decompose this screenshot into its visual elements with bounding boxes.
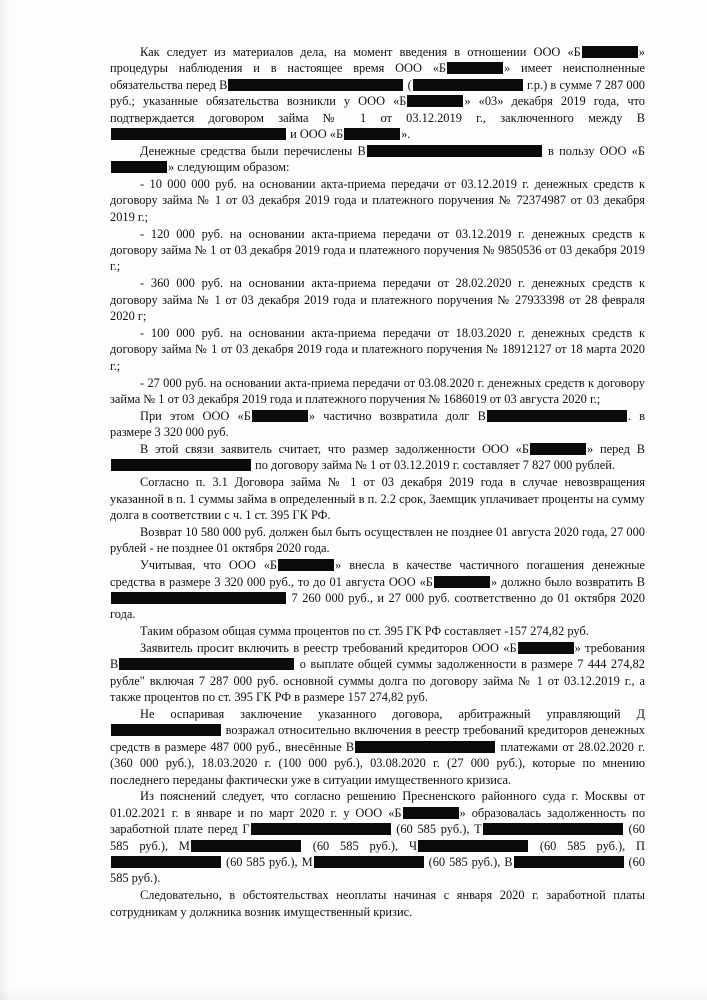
redaction-bar bbox=[418, 840, 528, 852]
redaction-bar bbox=[111, 161, 167, 173]
redaction-bar bbox=[355, 741, 495, 753]
redaction-bar bbox=[191, 840, 301, 852]
document-paragraph: - 100 000 руб. на основании акта-приема передачи от 18.03.2020 г. денежных средств к договору займа № 1 от 03 декабря 2019 года и платежного поручения № 18912127 от 18 марта 2020 г.; bbox=[110, 325, 645, 373]
scan-edge-bottom bbox=[0, 988, 707, 1000]
document-paragraph: Возврат 10 580 000 руб. должен был быть осуществлен не позднее 01 августа 2020 года, 27 000 рублей - не позднее 01 октября 2020 года. bbox=[110, 524, 645, 556]
document-paragraph: Заявитель просит включить в реестр требований кредиторов ООО «Б » требования В о выплате общей суммы задолженности в размере 7 444 274,82 рубле" включая 7 287 000 руб. основной суммы долга по договору займа № 1 от 03.12.2019 г., а также процентов по ст. 395 ГК РФ в размере 157 274,82 руб. bbox=[110, 641, 646, 705]
redaction-bar bbox=[434, 576, 490, 588]
scan-edge-left bbox=[0, 0, 10, 1000]
document-text-body bbox=[110, 44, 645, 920]
redaction-bar bbox=[228, 79, 403, 91]
document-paragraph: Следовательно, в обстоятельствах неоплаты начиная с января 2020 г. заработной платы сотрудникам у должника возник имущественный кризис. bbox=[110, 888, 645, 919]
redaction-bar bbox=[111, 724, 221, 736]
document-paragraph: Из пояснений следует, что согласно решению Пресненского районного суда г. Москвы от 01.02.2021 г. в январе и по март 2020 г. у ООО «Б » образовалась задолженность по заработной плате перед Г (60 585 руб.), Т (60 585 руб.), М (60 585 руб.), Ч (60 585 руб.), П (60 585 руб.), М (60 585 руб.), В (60 585 руб.). bbox=[110, 789, 646, 886]
document-paragraph: Таким образом общая сумма процентов по ст. 395 ГК РФ составляет -157 274,82 руб. bbox=[140, 624, 589, 639]
document-paragraph: - 27 000 руб. на основании акта-приема передачи от 03.08.2020 г. денежных средств к договору займа № 1 от 03 декабря 2019 года и платежного поручения № 1686019 от 03 августа 2020 г.; bbox=[110, 375, 645, 406]
redaction-bar bbox=[487, 410, 627, 422]
redaction-bar bbox=[111, 459, 251, 471]
document-paragraph: - 10 000 000 руб. на основании акта-приема передачи от 03.12.2019 г. денежных средств к договору займа № 1 от 03 декабря 2019 года и платежного поручения № 72374987 от 03 декабря 2019 г.; bbox=[110, 177, 645, 224]
document-paragraph: - 120 000 руб. на основании акта-приема передачи от 03.12.2019 г. денежных средств к договору займа № 1 от 03 декабря 2019 года и платежного поручения № 9850536 от 03 декабря 2019 г.; bbox=[110, 226, 645, 274]
redaction-bar bbox=[314, 856, 424, 868]
redaction-bar bbox=[119, 658, 294, 670]
document-paragraph: Не оспаривая заключение указанного договора, арбитражный управляющий Д возражал относительно включения в реестр требований кредиторов денежных средств в размере 487 000 руб., внесённые В платежами от 28.02.2020 г. (360 000 руб.), 18.03.2020 г. (100 000 руб.), 03.08.2020 г. (27 000 руб.), которые по мнению последнего переданы фактически уже в ситуации имущественного кризиса. bbox=[110, 707, 645, 787]
document-paragraph: В этой связи заявитель считает, что размер задолженности ООО «Б » перед В по договору займа № 1 от 03.12.2019 г. составляет 7 827 000 рублей. bbox=[110, 441, 645, 474]
redaction-bar bbox=[413, 79, 523, 91]
redaction-bar bbox=[251, 823, 391, 835]
redaction-bar bbox=[344, 128, 400, 140]
redaction-bar bbox=[514, 856, 624, 868]
redaction-bar bbox=[530, 443, 586, 455]
document-paragraph: Как следует из материалов дела, на момент введения в отношении ООО «Б » процедуры наблюдения и в настоящее время ООО «Б » имеет неисполненные обязательства перед В ( г.р.) в сумме 7 287 000 руб.; указанные обязательства возникли у ООО «Б » «03» декабря 2019 года, что подтверждается договором займа № 1 от 03.12.2019 г., заключенного между В и ООО «Б ». bbox=[110, 45, 645, 141]
redaction-bar bbox=[407, 95, 463, 107]
document-paragraph: Учитывая, что ООО «Б » внесла в качестве частичного погашения денежные средства в размере 3 320 000 руб., то до 01 августа ООО «Б » должно было возвратить В 7 260 000 руб., и 27 000 руб. соответственно до 01 октября 2020 года. bbox=[110, 558, 645, 622]
redaction-bar bbox=[582, 46, 638, 58]
redaction-bar bbox=[518, 642, 574, 654]
redaction-bar bbox=[111, 856, 221, 868]
redaction-bar bbox=[111, 128, 286, 140]
document-paragraph: При этом ООО «Б » частично возвратила долг В . в размере 3 320 000 руб. bbox=[110, 408, 645, 440]
redaction-bar bbox=[252, 410, 308, 422]
document-paragraph: - 360 000 руб. на основании акта-приема передачи от 28.02.2020 г. денежных средств к договору займа № 1 от 03 декабря 2019 года и платежного поручения № 27933398 от 28 февраля 2020 г; bbox=[110, 276, 645, 323]
redaction-bar bbox=[111, 592, 286, 604]
redaction-bar bbox=[447, 62, 503, 74]
redaction-bar bbox=[483, 823, 623, 835]
redaction-bar bbox=[403, 807, 459, 819]
redaction-bar bbox=[278, 559, 334, 571]
document-paragraph: Денежные средства были перечислены В в пользу ООО «Б» следующим образом: bbox=[110, 143, 645, 176]
document-paragraph: Согласно п. 3.1 Договора займа № 1 от 03 декабря 2019 года в случае невозвращения указанной в п. 1 суммы займа в определенный в п. 2.2 срок, Заемщик уплачивает проценты на сумму долга в соответствии с ч. 1 ст. 395 ГК РФ. bbox=[110, 475, 645, 522]
redaction-bar bbox=[367, 145, 542, 157]
